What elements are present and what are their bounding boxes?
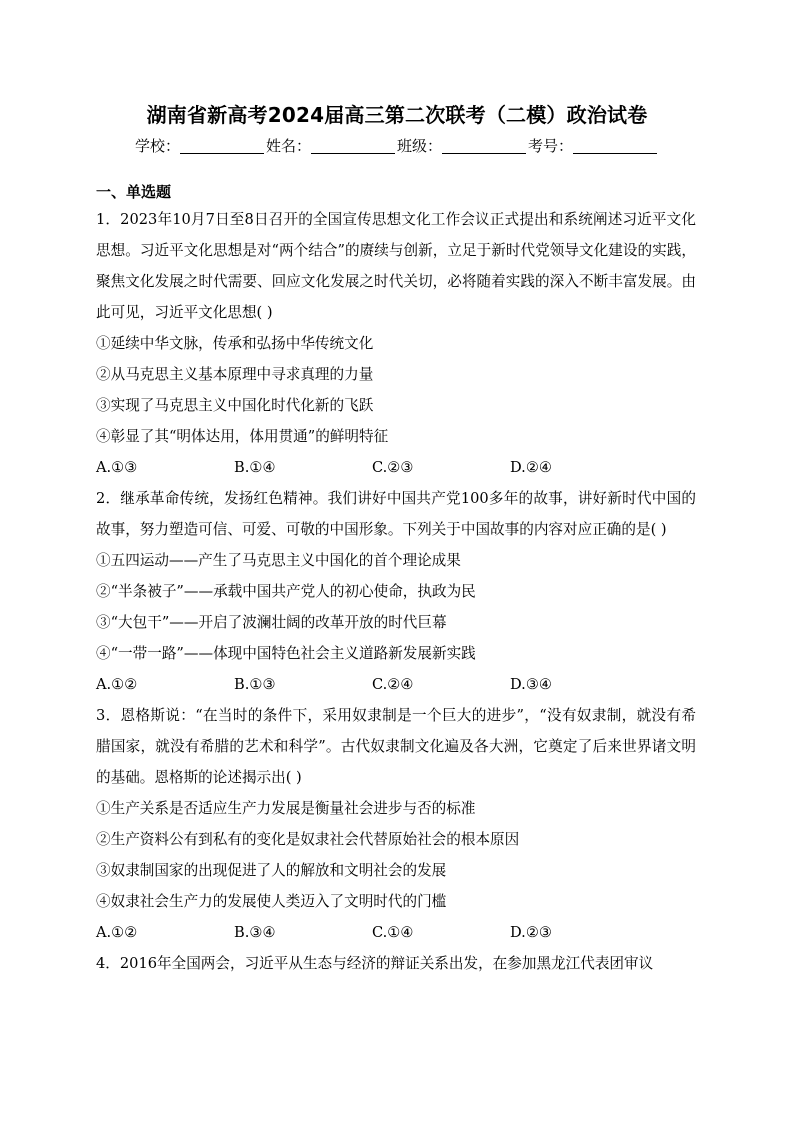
class-blank[interactable] xyxy=(442,138,526,154)
statement-item: ②生产资料公有到私有的变化是奴隶社会代替原始社会的根本原因 xyxy=(96,831,520,848)
answer-choices xyxy=(96,452,696,483)
choice-b[interactable]: B.③④ xyxy=(234,924,276,941)
statement-item: ④“一带一路”——体现中国特色社会主义道路新发展新实践 xyxy=(96,645,476,662)
section-heading: 一、单选题 xyxy=(96,183,172,201)
question-stem: 1．2023年10月7日至8日召开的全国宣传思想文化工作会议正式提出和系统阐述习近平文化思想。习近平文化思想是对“两个结合”的赓续与创新，立足于新时代党领导文化建设的实践，聚焦文化发展之时代需要、回应文化发展之时代关切，必将随着实践的深入不断丰富发展。由此可见，习近平文化思想( ) xyxy=(96,211,696,321)
exam-number-label: 考号： xyxy=(528,137,574,155)
question-2 xyxy=(96,483,696,700)
choice-d[interactable]: D.③④ xyxy=(510,676,552,693)
name-label: 姓名： xyxy=(265,137,311,155)
statement-item: ②“半条被子”——承载中国共产党人的初心使命，执政为民 xyxy=(96,583,476,600)
choice-a[interactable]: A.①③ xyxy=(96,459,138,476)
choice-d[interactable]: D.②③ xyxy=(510,924,552,941)
statement-item: ④彰显了其“明体达用，体用贯通”的鲜明特征 xyxy=(96,428,389,445)
statement-item: ①五四运动——产生了马克思主义中国化的首个理论成果 xyxy=(96,552,461,569)
statement-item: ④奴隶社会生产力的发展使人类迈入了文明时代的门槛 xyxy=(96,893,447,910)
statement-item: ③奴隶制国家的出现促进了人的解放和文明社会的发展 xyxy=(96,862,447,879)
question-stem: 3．恩格斯说：“在当时的条件下，采用奴隶制是一个巨大的进步”，“没有奴隶制，就没有希腊国家，就没有希腊的艺术和科学”。古代奴隶制文化遍及各大洲，它奠定了后来世界诸文明的基础。恩格斯的论述揭示出( ) xyxy=(96,707,696,786)
question-4 xyxy=(96,948,696,979)
question-stem: 2．继承革命传统，发扬红色精神。我们讲好中国共产党100多年的故事，讲好新时代中国的故事，努力塑造可信、可爱、可敬的中国形象。下列关于中国故事的内容对应正确的是( ) xyxy=(96,490,696,538)
name-blank[interactable] xyxy=(311,138,395,154)
school-label: 学校： xyxy=(134,137,180,155)
choice-c[interactable]: C.②③ xyxy=(372,459,414,476)
school-blank[interactable] xyxy=(180,138,264,154)
class-label: 班级： xyxy=(397,137,443,155)
answer-choices xyxy=(96,669,696,700)
exam-number-blank[interactable] xyxy=(573,138,657,154)
choice-a[interactable]: A.①② xyxy=(96,676,138,693)
statement-item: ③“大包干”——开启了波澜壮阔的改革开放的时代巨幕 xyxy=(96,614,447,631)
statement-item: ①延续中华文脉，传承和弘扬中华传统文化 xyxy=(96,335,374,352)
choice-a[interactable]: A.①② xyxy=(96,924,138,941)
statement-item: ②从马克思主义基本原理中寻求真理的力量 xyxy=(96,366,374,383)
choice-c[interactable]: C.②④ xyxy=(372,676,414,693)
question-stem: 4．2016年全国两会，习近平从生态与经济的辩证关系出发，在参加黑龙江代表团审议 xyxy=(96,955,654,972)
choice-d[interactable]: D.②④ xyxy=(510,459,552,476)
answer-choices xyxy=(96,917,696,948)
statement-item: ①生产关系是否适应生产力发展是衡量社会进步与否的标准 xyxy=(96,800,476,817)
question-1 xyxy=(96,204,696,483)
choice-b[interactable]: B.①④ xyxy=(234,459,276,476)
exam-content xyxy=(96,180,696,979)
choice-b[interactable]: B.①③ xyxy=(234,676,276,693)
page-title: 湖南省新高考2024届高三第二次联考（二模）政治试卷 xyxy=(146,103,648,127)
statement-item: ③实现了马克思主义中国化时代化新的飞跃 xyxy=(96,397,374,414)
student-info-line xyxy=(0,135,794,157)
choice-c[interactable]: C.①④ xyxy=(372,924,414,941)
question-3 xyxy=(96,700,696,948)
